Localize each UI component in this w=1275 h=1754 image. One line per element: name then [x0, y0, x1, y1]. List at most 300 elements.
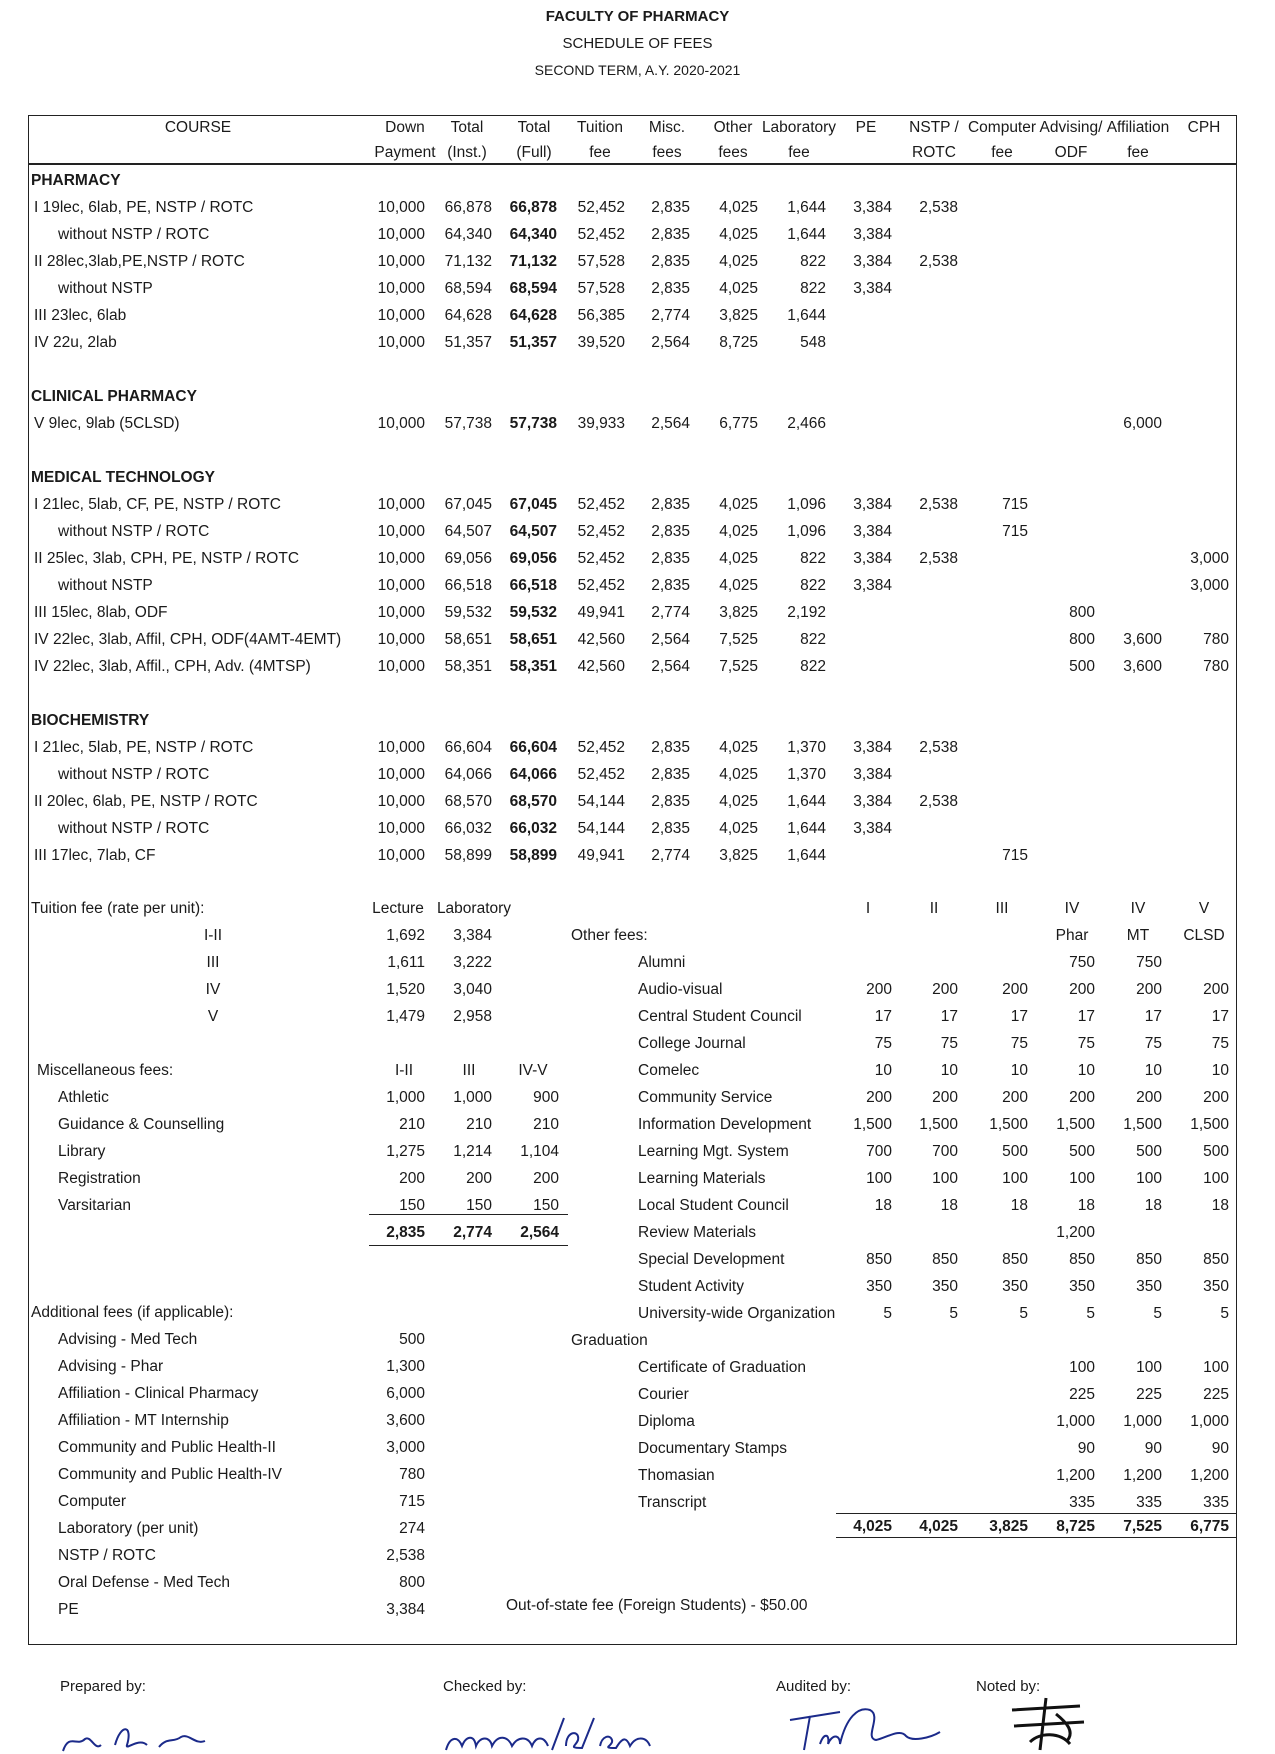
additional-item: Laboratory (per unit)	[58, 1520, 199, 1537]
fee-cell: 10,000	[377, 550, 425, 567]
column-header: PE	[855, 119, 877, 136]
misc-value: 150	[466, 1197, 492, 1214]
other-fee-value: 1,500	[1123, 1116, 1162, 1133]
additional-value: 3,000	[386, 1439, 425, 1456]
other-col-header: II	[929, 900, 939, 917]
tuition-lecture-rate: 1,479	[386, 1008, 425, 1025]
fee-cell: 3,600	[1123, 631, 1162, 648]
fee-cell: 1,096	[787, 496, 826, 513]
fee-cell: 10,000	[377, 658, 425, 675]
other-col-sub: CLSD	[1183, 927, 1225, 944]
other-fee-value: 350	[1203, 1278, 1229, 1295]
fee-cell: 548	[800, 334, 826, 351]
other-fee-item: Comelec	[638, 1062, 700, 1079]
misc-value: 900	[533, 1089, 559, 1106]
fee-cell: 2,835	[651, 496, 690, 513]
column-header: Total	[517, 119, 551, 136]
tuition-lecture-rate: 1,692	[386, 927, 425, 944]
other-fee-value: 350	[1002, 1278, 1028, 1295]
other-fee-value: 200	[1069, 1089, 1095, 1106]
other-fee-value: 850	[866, 1251, 892, 1268]
fee-cell: 59,532	[509, 604, 557, 621]
checked-signature	[440, 1706, 670, 1754]
other-col-sub: Phar	[1055, 927, 1089, 944]
fee-cell: 2,466	[787, 415, 826, 432]
fee-cell: 822	[800, 658, 826, 675]
misc-header: IV-V	[518, 1062, 548, 1079]
other-fee-value: 100	[1136, 1170, 1162, 1187]
course-label: II 25lec, 3lab, CPH, PE, NSTP / ROTC	[34, 550, 300, 567]
audited-by-label: Audited by:	[776, 1678, 852, 1695]
fee-cell: 1,644	[787, 307, 826, 324]
column-header: Down	[385, 119, 425, 136]
other-fee-value: 5	[1019, 1305, 1028, 1322]
fee-cell: 2,538	[919, 253, 958, 270]
other-fee-item: Central Student Council	[638, 1008, 802, 1025]
other-fee-value: 850	[1002, 1251, 1028, 1268]
fee-cell: 64,507	[509, 523, 557, 540]
graduation-item: Thomasian	[638, 1467, 715, 1484]
other-fee-total: 4,025	[853, 1518, 892, 1535]
other-fee-value: 10	[940, 1062, 958, 1079]
fee-cell: 3,384	[853, 280, 892, 297]
tuition-level: V	[207, 1008, 219, 1025]
fee-cell: 2,835	[651, 199, 690, 216]
fee-cell: 3,825	[719, 307, 758, 324]
other-fee-item: Local Student Council	[638, 1197, 789, 1214]
misc-title: Miscellaneous fees:	[37, 1062, 174, 1079]
fee-cell: 800	[1069, 604, 1095, 621]
fee-cell: 67,045	[444, 496, 492, 513]
fee-cell: 4,025	[719, 793, 758, 810]
fee-cell: 64,507	[444, 523, 492, 540]
fee-cell: 2,835	[651, 523, 690, 540]
additional-value: 715	[399, 1493, 425, 1510]
fee-cell: 4,025	[719, 577, 758, 594]
other-fee-total: 3,825	[989, 1518, 1028, 1535]
fee-cell: 3,384	[853, 523, 892, 540]
fee-cell: 3,384	[853, 496, 892, 513]
course-label: V 9lec, 9lab (5CLSD)	[34, 415, 180, 432]
additional-item: Computer	[58, 1493, 127, 1510]
other-fee-value: 500	[1136, 1143, 1162, 1160]
other-fee-value: 200	[1002, 981, 1028, 998]
column-header-sub: fee	[991, 144, 1013, 161]
graduation-value: 335	[1203, 1494, 1229, 1511]
tuition-lab-rate: 3,222	[453, 954, 492, 971]
fee-cell: 2,835	[651, 793, 690, 810]
other-fee-value: 500	[1203, 1143, 1229, 1160]
graduation-item: Certificate of Graduation	[638, 1359, 807, 1376]
fee-cell: 57,738	[509, 415, 557, 432]
fee-cell: 10,000	[377, 766, 425, 783]
other-fee-value: 5	[883, 1305, 892, 1322]
additional-value: 800	[399, 1574, 425, 1591]
column-header: COURSE	[164, 119, 232, 136]
tuition-header-lecture: Lecture	[372, 900, 424, 917]
fee-cell: 2,538	[919, 496, 958, 513]
other-col-header: IV	[1064, 900, 1080, 917]
other-fee-value: 200	[932, 981, 958, 998]
faculty-title: FACULTY OF PHARMACY	[545, 8, 730, 25]
fee-cell: 2,192	[787, 604, 826, 621]
other-fee-value: 10	[874, 1062, 892, 1079]
fee-cell: 1,644	[787, 793, 826, 810]
other-fee-item: Alumni	[638, 954, 686, 971]
other-fee-value: 1,200	[1056, 1224, 1095, 1241]
section-title: CLINICAL PHARMACY	[31, 388, 197, 405]
column-header: NSTP /	[909, 119, 959, 136]
fee-cell: 1,096	[787, 523, 826, 540]
misc-item: Registration	[58, 1170, 141, 1187]
fee-cell: 2,564	[651, 658, 690, 675]
additional-item: PE	[58, 1601, 79, 1618]
fee-cell: 10,000	[377, 199, 425, 216]
tuition-lab-rate: 2,958	[453, 1008, 492, 1025]
course-label: without NSTP / ROTC	[58, 226, 210, 243]
other-fee-value: 1,500	[1190, 1116, 1229, 1133]
fee-cell: 2,835	[651, 820, 690, 837]
fee-cell: 822	[800, 253, 826, 270]
fee-cell: 64,340	[509, 226, 557, 243]
fee-cell: 7,525	[719, 658, 758, 675]
additional-item: Oral Defense - Med Tech	[58, 1574, 231, 1591]
fee-cell: 58,899	[444, 847, 492, 864]
fee-cell: 500	[1069, 658, 1095, 675]
other-fee-total: 7,525	[1123, 1518, 1162, 1535]
fee-cell: 51,357	[444, 334, 492, 351]
course-label: IV 22lec, 3lab, Affil, CPH, ODF(4AMT-4EMT)	[34, 631, 342, 648]
fee-cell: 7,525	[719, 631, 758, 648]
fee-cell: 10,000	[377, 415, 425, 432]
other-fee-value: 500	[1069, 1143, 1095, 1160]
fee-cell: 3,000	[1190, 577, 1229, 594]
additional-value: 274	[399, 1520, 425, 1537]
fee-cell: 2,538	[919, 793, 958, 810]
fee-cell: 6,000	[1123, 415, 1162, 432]
fee-cell: 2,835	[651, 226, 690, 243]
noted-by-label: Noted by:	[976, 1678, 1041, 1695]
fee-cell: 4,025	[719, 739, 758, 756]
fee-cell: 39,933	[577, 415, 625, 432]
column-header-sub: fee	[589, 144, 611, 161]
graduation-value: 90	[1144, 1440, 1162, 1457]
fee-cell: 2,835	[651, 739, 690, 756]
other-fee-value: 750	[1069, 954, 1095, 971]
course-label: I 21lec, 5lab, PE, NSTP / ROTC	[34, 739, 254, 756]
other-fee-value: 17	[940, 1008, 958, 1025]
fee-cell: 10,000	[377, 604, 425, 621]
other-fee-total: 6,775	[1190, 1518, 1229, 1535]
fee-cell: 780	[1203, 631, 1229, 648]
other-fee-value: 75	[1010, 1035, 1028, 1052]
other-fee-value: 10	[1144, 1062, 1162, 1079]
graduation-value: 225	[1136, 1386, 1162, 1403]
tuition-lab-rate: 3,384	[453, 927, 492, 944]
misc-header: III	[462, 1062, 476, 1079]
fee-cell: 49,941	[577, 847, 625, 864]
misc-value: 200	[466, 1170, 492, 1187]
additional-item: NSTP / ROTC	[58, 1547, 156, 1564]
other-fee-value: 100	[932, 1170, 958, 1187]
fee-cell: 52,452	[577, 766, 625, 783]
fee-cell: 57,528	[577, 280, 625, 297]
other-fee-value: 75	[940, 1035, 958, 1052]
graduation-value: 1,000	[1123, 1413, 1162, 1430]
graduation-value: 1,200	[1056, 1467, 1095, 1484]
other-fee-item: College Journal	[638, 1035, 746, 1052]
other-fee-value: 850	[1203, 1251, 1229, 1268]
misc-item: Library	[58, 1143, 106, 1160]
fee-cell: 10,000	[377, 226, 425, 243]
graduation-value: 100	[1136, 1359, 1162, 1376]
audited-signature	[780, 1698, 950, 1754]
misc-value: 200	[399, 1170, 425, 1187]
fee-cell: 2,774	[651, 604, 690, 621]
fee-cell: 4,025	[719, 199, 758, 216]
misc-total: 2,564	[520, 1224, 559, 1241]
other-fee-value: 200	[1136, 981, 1162, 998]
column-header: Advising/	[1039, 119, 1103, 136]
fee-cell: 4,025	[719, 550, 758, 567]
fee-cell: 64,066	[444, 766, 492, 783]
other-fee-value: 700	[932, 1143, 958, 1160]
fee-cell: 10,000	[377, 631, 425, 648]
fee-cell: 57,528	[577, 253, 625, 270]
checked-by-label: Checked by:	[443, 1678, 527, 1695]
other-col-header: V	[1198, 900, 1210, 917]
fee-cell: 3,825	[719, 604, 758, 621]
other-fee-value: 17	[1077, 1008, 1095, 1025]
schedule-subtitle: SCHEDULE OF FEES	[562, 35, 713, 52]
fee-cell: 2,538	[919, 739, 958, 756]
misc-value: 200	[533, 1170, 559, 1187]
other-fee-value: 18	[1211, 1197, 1229, 1214]
fee-cell: 800	[1069, 631, 1095, 648]
misc-item: Varsitarian	[58, 1197, 131, 1214]
course-label: III 23lec, 6lab	[34, 307, 127, 324]
fee-cell: 1,644	[787, 820, 826, 837]
misc-total: 2,774	[453, 1224, 492, 1241]
column-header: Tuition	[577, 119, 623, 136]
graduation-item: Transcript	[638, 1494, 707, 1511]
graduation-value: 1,000	[1056, 1413, 1095, 1430]
term-subtitle: SECOND TERM, A.Y. 2020-2021	[534, 62, 741, 78]
other-fee-value: 17	[1211, 1008, 1229, 1025]
other-fee-value: 75	[874, 1035, 892, 1052]
fee-cell: 4,025	[719, 523, 758, 540]
fee-cell: 1,644	[787, 847, 826, 864]
other-fee-total: 8,725	[1056, 1518, 1095, 1535]
graduation-value: 335	[1136, 1494, 1162, 1511]
other-fee-value: 75	[1077, 1035, 1095, 1052]
fee-cell: 4,025	[719, 496, 758, 513]
fee-cell: 822	[800, 631, 826, 648]
other-fee-value: 18	[940, 1197, 958, 1214]
fee-cell: 66,032	[509, 820, 557, 837]
fee-cell: 3,384	[853, 820, 892, 837]
other-col-header: III	[995, 900, 1009, 917]
fee-cell: 1,370	[787, 739, 826, 756]
misc-value: 1,214	[453, 1143, 492, 1160]
fee-cell: 68,570	[444, 793, 492, 810]
fee-cell: 57,738	[444, 415, 492, 432]
fee-cell: 2,538	[919, 199, 958, 216]
fee-cell: 1,644	[787, 199, 826, 216]
fee-cell: 54,144	[577, 793, 625, 810]
fee-cell: 4,025	[719, 280, 758, 297]
fee-cell: 51,357	[509, 334, 557, 351]
course-label: I 21lec, 5lab, CF, PE, NSTP / ROTC	[34, 496, 281, 513]
fee-cell: 71,132	[509, 253, 557, 270]
fee-cell: 10,000	[377, 253, 425, 270]
other-col-header: IV	[1130, 900, 1146, 917]
additional-value: 3,600	[386, 1412, 425, 1429]
column-header-sub: fee	[788, 144, 810, 161]
other-fee-value: 5	[1220, 1305, 1229, 1322]
fee-cell: 66,518	[444, 577, 492, 594]
other-fee-value: 350	[1069, 1278, 1095, 1295]
other-fee-item: Review Materials	[638, 1224, 757, 1241]
fee-cell: 66,604	[444, 739, 492, 756]
misc-value: 150	[399, 1197, 425, 1214]
column-header: Other	[713, 119, 753, 136]
other-fee-value: 10	[1010, 1062, 1028, 1079]
other-fee-value: 75	[1144, 1035, 1162, 1052]
other-fee-item: Student Activity	[638, 1278, 744, 1295]
fee-cell: 58,351	[444, 658, 492, 675]
fee-cell: 4,025	[719, 766, 758, 783]
other-fee-value: 850	[1069, 1251, 1095, 1268]
fee-cell: 39,520	[577, 334, 625, 351]
course-label: without NSTP / ROTC	[58, 766, 210, 783]
other-fee-value: 200	[1069, 981, 1095, 998]
column-header: Misc.	[648, 119, 686, 136]
graduation-item: Documentary Stamps	[638, 1440, 788, 1457]
fee-cell: 822	[800, 280, 826, 297]
fee-cell: 71,132	[444, 253, 492, 270]
column-header-sub: fee	[1127, 144, 1149, 161]
graduation-value: 225	[1069, 1386, 1095, 1403]
fee-cell: 3,384	[853, 739, 892, 756]
misc-value: 210	[533, 1116, 559, 1133]
fee-cell: 2,835	[651, 766, 690, 783]
fee-cell: 66,604	[509, 739, 557, 756]
other-fee-value: 17	[1010, 1008, 1028, 1025]
other-fee-value: 200	[866, 981, 892, 998]
tuition-lecture-rate: 1,520	[386, 981, 425, 998]
fee-cell: 52,452	[577, 550, 625, 567]
fee-cell: 3,384	[853, 199, 892, 216]
fee-cell: 64,628	[444, 307, 492, 324]
fee-cell: 52,452	[577, 199, 625, 216]
fee-cell: 10,000	[377, 847, 425, 864]
fee-cell: 52,452	[577, 739, 625, 756]
graduation-value: 1,000	[1190, 1413, 1229, 1430]
fee-cell: 2,835	[651, 550, 690, 567]
other-fee-value: 1,500	[853, 1116, 892, 1133]
other-fee-value: 200	[1002, 1089, 1028, 1106]
additional-item: Affiliation - MT Internship	[58, 1412, 229, 1429]
other-fee-value: 17	[874, 1008, 892, 1025]
fee-cell: 10,000	[377, 820, 425, 837]
course-label: IV 22u, 2lab	[34, 334, 117, 351]
fee-cell: 2,774	[651, 307, 690, 324]
fee-cell: 822	[800, 577, 826, 594]
other-fee-value: 100	[1002, 1170, 1028, 1187]
fee-cell: 3,000	[1190, 550, 1229, 567]
course-label: III 15lec, 8lab, ODF	[34, 604, 168, 621]
fee-cell: 2,835	[651, 577, 690, 594]
other-col-sub: MT	[1126, 927, 1150, 944]
additional-value: 500	[399, 1331, 425, 1348]
other-total-underline	[836, 1537, 1237, 1538]
other-fee-value: 200	[1203, 1089, 1229, 1106]
graduation-value: 90	[1077, 1440, 1095, 1457]
additional-title: Additional fees (if applicable):	[31, 1304, 234, 1321]
fee-cell: 3,600	[1123, 658, 1162, 675]
fee-cell: 64,628	[509, 307, 557, 324]
section-title: PHARMACY	[31, 172, 121, 189]
column-header: CPH	[1187, 119, 1221, 136]
fee-cell: 715	[1002, 496, 1028, 513]
prepared-signature	[55, 1715, 235, 1754]
fee-cell: 59,532	[444, 604, 492, 621]
graduation-item: Courier	[638, 1386, 689, 1403]
fee-cell: 1,370	[787, 766, 826, 783]
fee-cell: 49,941	[577, 604, 625, 621]
course-label: without NSTP	[58, 577, 153, 594]
misc-item: Guidance & Counselling	[58, 1116, 225, 1133]
graduation-value: 335	[1069, 1494, 1095, 1511]
additional-value: 2,538	[386, 1547, 425, 1564]
other-fee-value: 750	[1136, 954, 1162, 971]
column-header-sub: ROTC	[912, 144, 956, 161]
misc-item: Athletic	[58, 1089, 109, 1106]
fee-cell: 58,351	[509, 658, 557, 675]
graduation-value: 1,200	[1123, 1467, 1162, 1484]
misc-total: 2,835	[386, 1224, 425, 1241]
other-fee-value: 17	[1144, 1008, 1162, 1025]
misc-value: 1,000	[453, 1089, 492, 1106]
fee-cell: 3,384	[853, 226, 892, 243]
course-label: II 28lec,3lab,PE,NSTP / ROTC	[34, 253, 245, 270]
other-fee-value: 5	[1086, 1305, 1095, 1322]
fee-cell: 42,560	[577, 658, 625, 675]
other-fee-value: 200	[866, 1089, 892, 1106]
other-fee-value: 18	[1010, 1197, 1028, 1214]
fee-cell: 58,899	[509, 847, 557, 864]
fee-cell: 4,025	[719, 253, 758, 270]
fee-cell: 52,452	[577, 577, 625, 594]
graduation-value: 90	[1211, 1440, 1229, 1457]
fee-cell: 2,564	[651, 415, 690, 432]
other-fee-item: Community Service	[638, 1089, 773, 1106]
other-fee-item: Audio-visual	[638, 981, 723, 998]
additional-item: Community and Public Health-IV	[58, 1466, 282, 1483]
fee-cell: 66,878	[444, 199, 492, 216]
tuition-level: IV	[205, 981, 221, 998]
column-header-sub: ODF	[1054, 144, 1088, 161]
noted-signature	[1000, 1692, 1090, 1754]
fee-cell: 66,032	[444, 820, 492, 837]
fee-cell: 68,570	[509, 793, 557, 810]
graduation-value: 225	[1203, 1386, 1229, 1403]
fee-cell: 8,725	[719, 334, 758, 351]
tuition-lecture-rate: 1,611	[387, 954, 425, 971]
other-fee-value: 10	[1211, 1062, 1229, 1079]
fee-cell: 2,835	[651, 253, 690, 270]
